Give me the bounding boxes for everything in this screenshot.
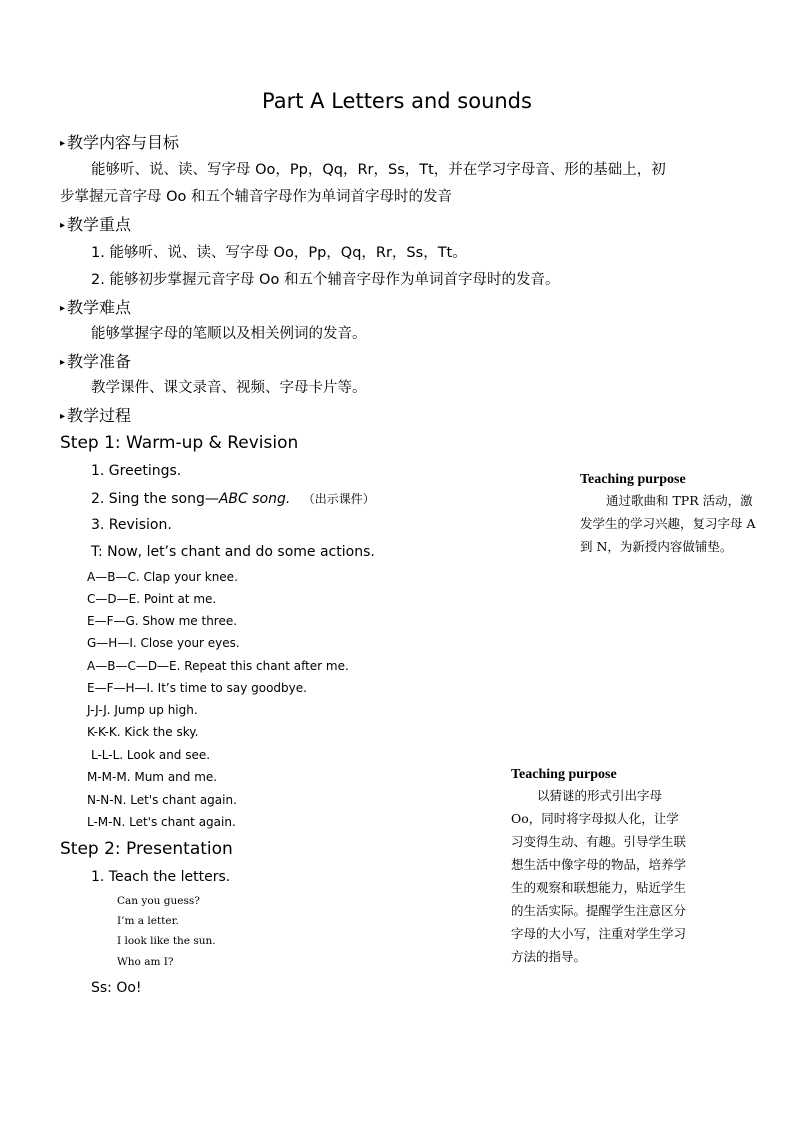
teaching-purpose-box-2 <box>511 767 689 968</box>
chant-line: C—D—E. Point at me. <box>87 592 217 606</box>
chant-line: E—F—H—I. It’s time to say goodbye. <box>87 681 307 695</box>
section-heading-text: 教学难点 <box>67 298 132 317</box>
riddle-line: I’m a letter. <box>117 915 179 927</box>
triangle-bullet-icon: ▸ <box>60 303 66 314</box>
chant-line: L-M-N. Let's chant again. <box>87 815 236 829</box>
section-heading-preparation <box>60 349 131 372</box>
purpose1-text: 通过歌曲和 TPR 活动，激发学生的学习兴趣，复习字母 A 到 N，为新授内容做铺垫。 <box>580 493 756 554</box>
key-point-2: 2. 能够初步掌握元音字母 Oo 和五个辅音字母作为单词首字母时的发音。 <box>91 272 560 288</box>
teaching-purpose-title: Teaching purpose <box>511 767 617 782</box>
section-heading-text: 教学过程 <box>67 406 132 425</box>
triangle-bullet-icon: ▸ <box>60 411 66 422</box>
chant-line: E—F—G. Show me three. <box>87 614 238 628</box>
chant-line: N-N-N. Let's chant again. <box>87 793 237 807</box>
section-heading-text: 教学准备 <box>67 352 132 371</box>
chant-line: G—H—I. Close your eyes. <box>87 636 240 650</box>
triangle-bullet-icon: ▸ <box>60 357 66 368</box>
section-heading-content <box>60 130 179 153</box>
key-point-1: 1. 能够听、说、读、写字母 Oo，Pp，Qq，Rr，Ss，Tt。 <box>91 245 467 261</box>
chant-line: J-J-J. Jump up high. <box>87 703 198 717</box>
section-heading-text: 教学重点 <box>67 215 132 234</box>
chant-line: A—B—C. Clap your knee. <box>87 570 238 584</box>
teaching-purpose-text <box>511 784 689 968</box>
section-heading-difficulties <box>60 295 131 318</box>
preparation-text: 教学课件、课文录音、视频、字母卡片等。 <box>91 380 367 396</box>
step1-item2 <box>91 490 375 507</box>
step1-title: Step 1: Warm-up & Revision <box>60 433 299 453</box>
chant-line: A—B—C—D—E. Repeat this chant after me. <box>87 659 349 673</box>
riddle-line: I look like the sun. <box>117 935 216 947</box>
difficulties-text: 能够掌握字母的笔顺以及相关例词的发音。 <box>91 326 367 342</box>
teaching-purpose-box-1 <box>580 472 756 558</box>
teacher-line: T: Now, let’s chant and do some actions. <box>91 544 375 560</box>
section-heading-process <box>60 403 131 426</box>
riddle-line: Can you guess? <box>117 895 200 907</box>
step2-title: Step 2: Presentation <box>60 839 233 859</box>
step1-item3: 3. Revision. <box>91 517 172 533</box>
teaching-purpose-text <box>580 489 756 558</box>
content-goal-line2: 步掌握元音字母 Oo 和五个辅音字母作为单词首字母时的发音 <box>60 189 453 205</box>
section-heading-key-points <box>60 212 131 235</box>
chant-line: L-L-L. Look and see. <box>91 748 211 762</box>
chant-line: K-K-K. Kick the sky. <box>87 725 199 739</box>
chant-line: M-M-M. Mum and me. <box>87 770 218 784</box>
courseware-note: （出示课件） <box>302 492 375 506</box>
page-title: Part A Letters and sounds <box>262 89 532 113</box>
step1-item1: 1. Greetings. <box>91 463 182 479</box>
triangle-bullet-icon: ▸ <box>60 138 66 149</box>
section-heading-text: 教学内容与目标 <box>67 133 180 152</box>
step2-item1: 1. Teach the letters. <box>91 869 231 885</box>
step1-item2-prefix: 2. Sing the song— <box>91 491 219 507</box>
song-title: ABC song. <box>218 491 291 507</box>
teaching-purpose-title: Teaching purpose <box>580 472 686 487</box>
content-goal-line1: 能够听、说、读、写字母 Oo，Pp，Qq，Rr，Ss，Tt，并在学习字母音、形的基础上，初 <box>91 162 666 178</box>
riddle-line: Who am I? <box>117 956 174 968</box>
student-answer: Ss: Oo! <box>91 980 142 996</box>
purpose2-text: 以猜谜的形式引出字母 Oo，同时将字母拟人化，让学习变得生动、有趣。引导学生联想生活中像字母的物品，培养学生的观察和联想能力，贴近学生的生活实际。提醒学生注意区分字母的大小写，注重对学生学习方法的指导。 <box>511 788 687 964</box>
triangle-bullet-icon: ▸ <box>60 220 66 231</box>
